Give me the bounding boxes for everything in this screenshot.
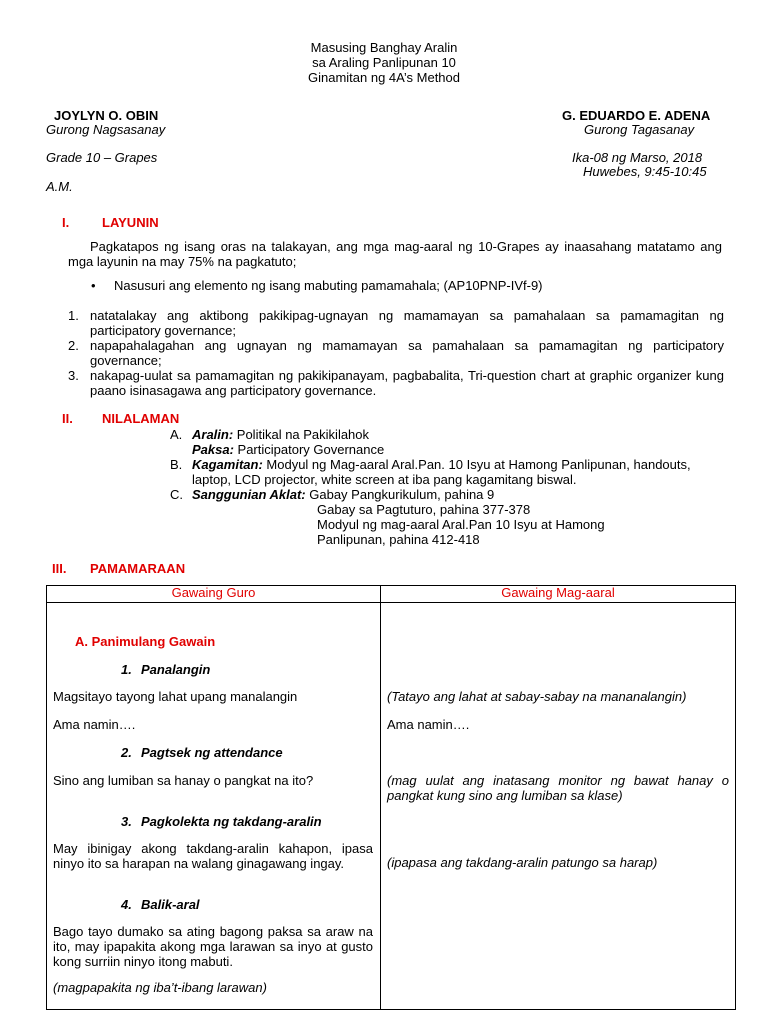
procedure-table: [46, 585, 736, 1010]
magaaral-ipapasa: (ipapasa ang takdang-aralin patungo sa harap): [387, 855, 658, 870]
step-number: 1.: [121, 662, 132, 677]
sanggunian-value: Gabay Pangkurikulum, pahina 9: [305, 487, 495, 502]
layunin-list: [68, 308, 724, 398]
step-title: Pagtsek ng attendance: [141, 745, 283, 760]
layunin-intro: Pagkatapos ng isang oras na talakayan, ang mga mag-aaral ng 10-Grapes ay inaasahang matatamo ang mga layunin na may 75% na pagkatuto;: [68, 239, 722, 269]
step-number: 2.: [121, 745, 132, 760]
step-title: Balik-aral: [141, 897, 200, 912]
paksa-line: [192, 442, 384, 457]
list-item-number: 2.: [68, 338, 79, 353]
cooperating-teacher-role: Gurong Tagasanay: [584, 122, 695, 137]
section-layunin-heading: [62, 215, 159, 230]
step-heading: [121, 814, 322, 829]
sanggunian-line-3: Modyul ng mag-aaral Aral.Pan 10 Isyu at Hamong: [317, 517, 605, 532]
guro-magpapakita: (magpapakita ng iba’t-ibang larawan): [53, 980, 267, 995]
title-line-1: Masusing Banghay Aralin: [310, 40, 458, 55]
list-item-text: nakapag-uulat sa pamamagitan ng pakikipanayam, pagbabalita, Tri-question chart at graphic organizer kung paano isinasagawa ang participatory governance.: [90, 368, 724, 398]
table-row: [47, 603, 736, 1010]
session-am: A.M.: [46, 179, 73, 194]
step-number: 3.: [121, 814, 132, 829]
guro-cell: [47, 603, 381, 1010]
aralin-label: Aralin:: [192, 427, 234, 442]
lesson-date: Ika-08 ng Marso, 2018: [572, 150, 703, 165]
magaaral-tatayo: (Tatayo ang lahat at sabay-sabay na mananalangin): [387, 689, 687, 704]
table-header-row: [47, 586, 736, 603]
section-number: III.: [52, 561, 67, 576]
step-heading: [121, 745, 283, 760]
section-number: II.: [62, 411, 73, 426]
guro-magsitayo: Magsitayo tayong lahat upang manalangin: [53, 689, 298, 704]
student-teacher-name: JOYLYN O. OBIN: [54, 108, 159, 123]
step-number: 4.: [121, 897, 132, 912]
section-nilalaman-heading: [62, 411, 179, 426]
grade-section: Grade 10 – Grapes: [46, 150, 158, 165]
list-item: [68, 338, 724, 368]
letter-a: A.: [170, 427, 183, 442]
paksa-label: Paksa:: [192, 442, 234, 457]
cooperating-teacher-name: G. EDUARDO E. ADENA: [562, 108, 711, 123]
lesson-time: Huwebes, 9:45-10:45: [583, 164, 707, 179]
kagamitan-value: Modyul ng Mag-aaral Aral.Pan. 10 Isyu at Hamong Panlipunan, handouts,: [262, 457, 691, 472]
sanggunian-label: Sanggunian Aklat:: [192, 487, 306, 502]
list-item: [68, 368, 724, 398]
guro-ama-namin: Ama namin….: [53, 717, 136, 732]
title-line-2: sa Araling Panlipunan 10: [312, 55, 456, 70]
column-header-guro: Gawaing Guro: [47, 586, 381, 603]
panimulang-gawain-heading: A. Panimulang Gawain: [75, 634, 216, 649]
sanggunian-line-2: Gabay sa Pagtuturo, pahina 377-378: [317, 502, 531, 517]
section-number: I.: [62, 215, 70, 230]
layunin-bullet-text: Nasusuri ang elemento ng isang mabuting pamamahala; (AP10PNP-IVf-9): [114, 278, 543, 293]
paksa-value: Participatory Governance: [233, 442, 385, 457]
bullet-icon: •: [91, 278, 96, 293]
kagamitan-line-2: laptop, LCD projector, white screen at iba pang kagamitang biswal.: [192, 472, 577, 487]
guro-sino: Sino ang lumiban sa hanay o pangkat na ito?: [53, 773, 314, 788]
mag-aaral-cell: [381, 603, 736, 1010]
letter-b: B.: [170, 457, 183, 472]
section-title: NILALAMAN: [102, 411, 180, 426]
sanggunian-line-4: Panlipunan, pahina 412-418: [317, 532, 480, 547]
kagamitan-label: Kagamitan:: [192, 457, 263, 472]
column-header-mag-aaral: Gawaing Mag-aaral: [381, 586, 736, 603]
kagamitan-line: [192, 457, 691, 472]
step-heading: [121, 662, 210, 677]
list-item-text: napapahalagahan ang ugnayan ng mamamayan sa pamahalaan sa pamamagitan ng participatory governance;: [90, 338, 724, 368]
section-pamamaraan-heading: [52, 561, 185, 576]
step-title: Pagkolekta ng takdang-aralin: [141, 814, 322, 829]
student-teacher-role: Gurong Nagsasanay: [46, 122, 166, 137]
aralin-value: Politikal na Pakikilahok: [233, 427, 370, 442]
document-title: [0, 40, 768, 85]
aralin-line: [192, 427, 369, 442]
letter-c: C.: [170, 487, 183, 502]
list-item-number: 1.: [68, 308, 79, 323]
step-heading: [121, 897, 200, 912]
magaaral-ama-namin: Ama namin….: [387, 717, 470, 732]
list-item: [68, 308, 724, 338]
list-item-text: natatalakay ang aktibong pakikipag-ugnayan ng mamamayan sa pamahalaan sa pamamagitan ng participatory governance;: [90, 308, 724, 338]
section-title: PAMAMARAAN: [90, 561, 186, 576]
guro-takdang-aralin: May ibinigay akong takdang-aralin kahapon, ipasa ninyo ito sa harapan na walang ginagawang ingay.: [53, 841, 373, 871]
guro-balik-aral: Bago tayo dumako sa ating bagong paksa sa araw na ito, may ipapakita akong mga larawan sa inyo at gusto kong surriin ninyo itong mabuti.: [53, 924, 373, 969]
section-title: LAYUNIN: [102, 215, 159, 230]
title-line-3: Ginamitan ng 4A’s Method: [308, 70, 460, 85]
step-title: Panalangin: [141, 662, 211, 677]
magaaral-mag-uulat: (mag uulat ang inatasang monitor ng bawat hanay o pangkat kung sino ang lumiban sa klase): [387, 773, 729, 803]
list-item-number: 3.: [68, 368, 79, 383]
sanggunian-line: [192, 487, 494, 502]
